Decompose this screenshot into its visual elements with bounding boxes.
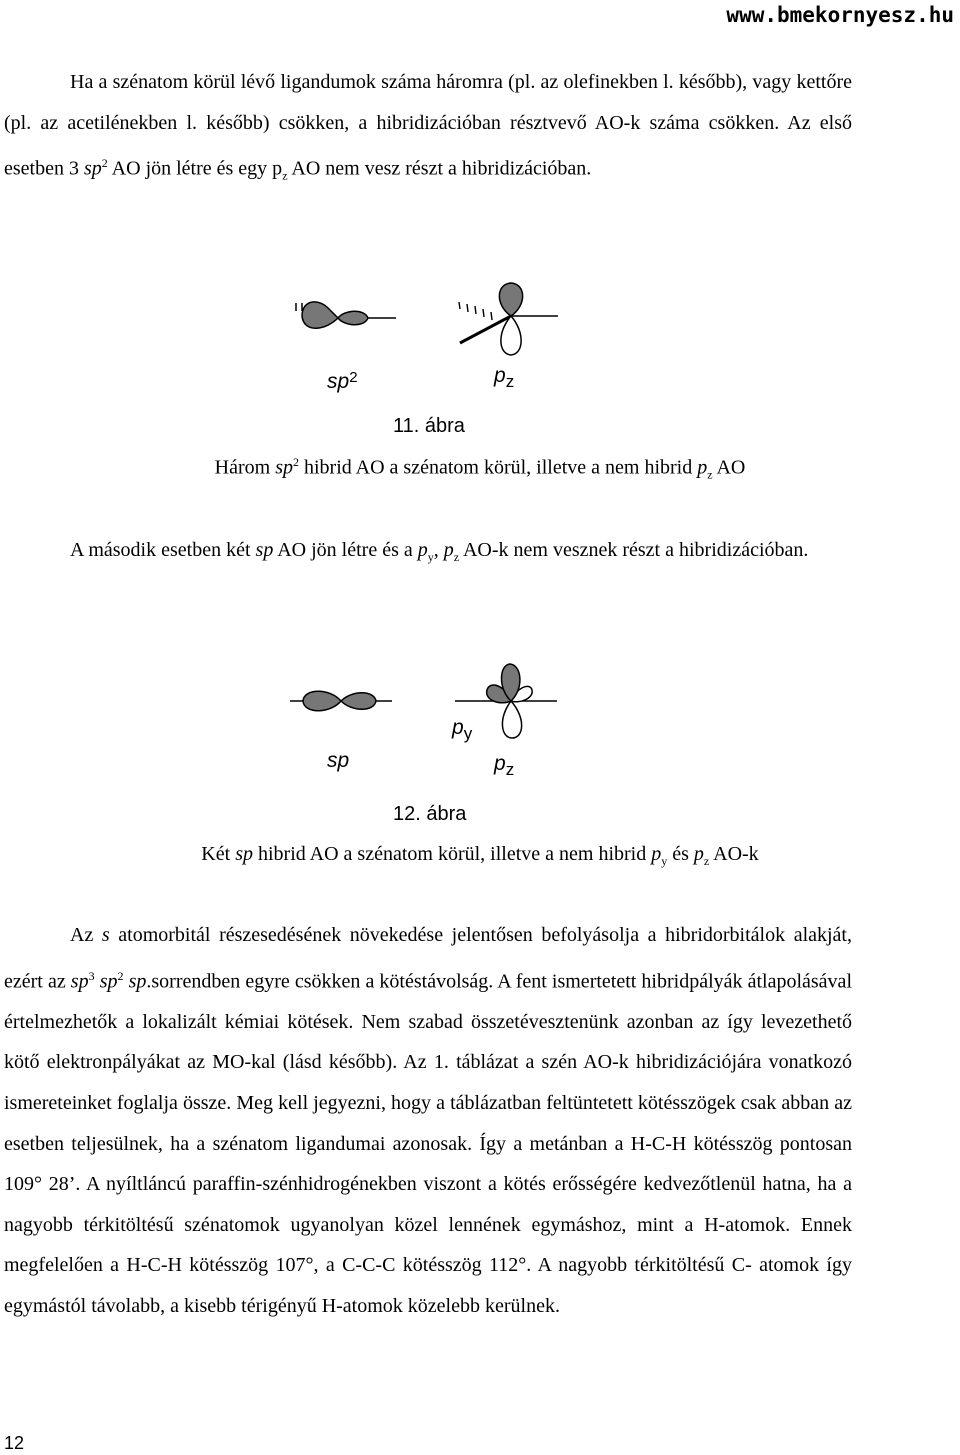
paragraph-3: Az s atomorbitál részesedésének növekedése jelentősen befolyásolja a hibridorbitálok alakját, ezért az $sp^3$ $sp^2$ sp.sorrendben egyre csökken a kötéstávolság. A fent ismertetett hibridpályák átlapolásával értelmezhetők a lokalizált kémiai kötések. Nem szabad összetévesztenünk azonban az így levezethető kötő elektronpályákat az MO-kal (lásd később). Az 1. táblázat a szén AO-k hibridizációjára vonatkozó ismereteinket foglalja össze. Meg kell jegyezni, hogy a táblázatban feltüntetett kötésszögek csak abban az esetben teljesülnek, ha a szénatom ligandumai azonosak. Így a metánban a H-C-H kötésszög pontosan 109° 28’. A nyíltláncú paraffin-szénhidrogénekben viszont a kötés erősségére kedvezőtlenül hatna, ha a nagyobb térkitöltésű szénatomok ugyanolyan közel lennének egymáshoz, mint a H-atomok. Ennek megfelelően a H-C-H kötésszög 107°, a C-C-C kötésszög 112°. A nagyobb térkitöltésű C- atomok így egymástól távolabb, a kisebb térigényű H-atomok közelebb kerülnek. — [4, 924, 852, 1317]
label-py: $p_y$ — [452, 716, 473, 744]
figure-11-caption: Három $sp^2$ hibrid AO a szénatom körül, illetve a nem hibrid $p_z$ AO — [214, 455, 746, 482]
label-sp: sp — [327, 749, 350, 772]
label-pz-11: $p_z$ — [494, 364, 515, 392]
figure-12-number: 12. ábra — [393, 803, 467, 825]
figure-11-number: 11. ábra — [393, 415, 465, 437]
paragraph-2: A második esetben két sp AO jön létre és a $p_y$, $p_z$ AO-k nem vesznek részt a hibridizációban. — [70, 539, 809, 564]
paragraph-1: Ha a szénatom körül lévő ligandumok száma háromra (pl. az olefinekben l. később), vagy kettőre (pl. az acetilénekben l. később) csökken, a hibridizációban résztvevő AO-k száma csökken. Az első esetben 3 $sp^2$ AO jön létre és egy $p_z$ AO nem vesz részt a hibridizációban. — [4, 71, 852, 183]
site-url[interactable]: www.bmekornyesz.hu — [726, 3, 954, 27]
label-sp2: $sp^2$ — [327, 369, 358, 393]
page-number: 12 — [4, 1433, 25, 1453]
sp-orbital-drawing — [290, 691, 392, 711]
figure-12-caption: Két sp hibrid AO a szénatom körül, illetve a nem hibrid $p_y$ és $p_z$ AO-k — [201, 843, 759, 868]
label-pz-12: $p_z$ — [494, 752, 515, 780]
